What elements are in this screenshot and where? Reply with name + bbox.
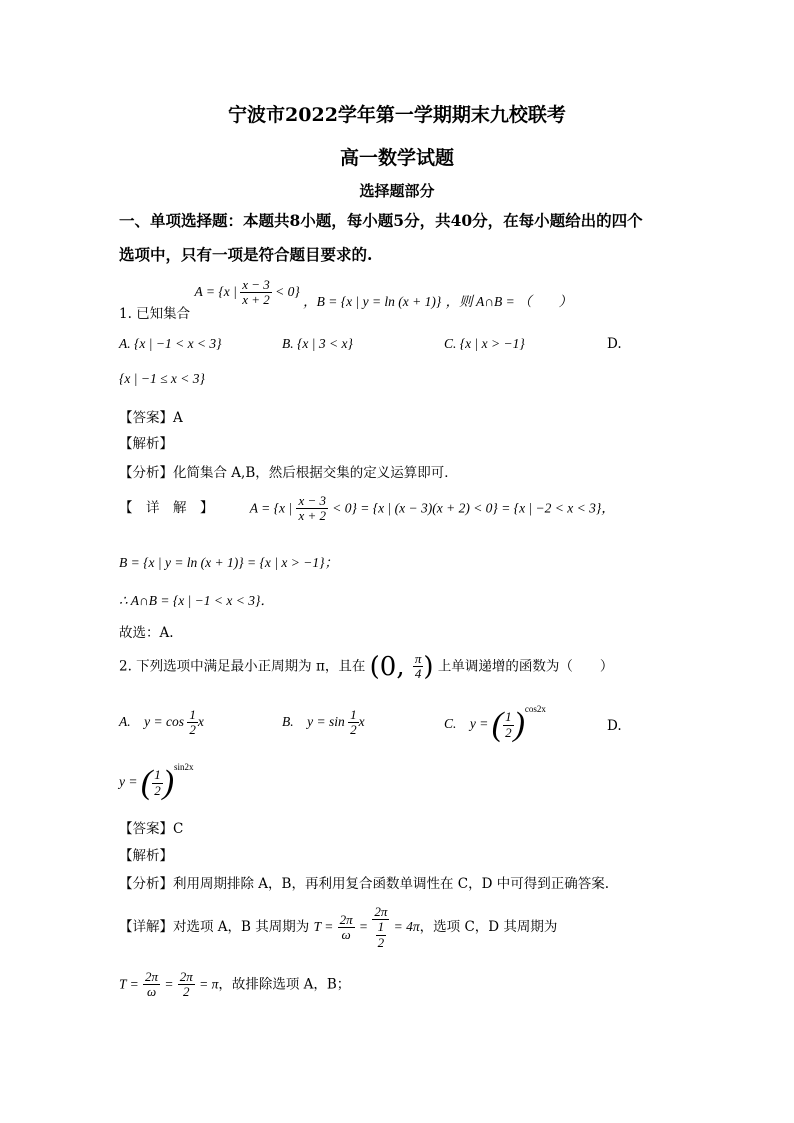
q1-setA-num: x − 3 bbox=[242, 277, 270, 292]
q1-xiangjie-tag: 【 详 解 】 bbox=[119, 500, 214, 517]
q2-detail2-fraction-2 bbox=[178, 970, 195, 1000]
q2-prefix: 2. 下列选项中满足最小正周期为 π，且在 bbox=[119, 658, 366, 675]
exam-title: 宁波市2022学年第一学期期末九校联考 bbox=[228, 104, 566, 126]
q1-detail1-fraction bbox=[296, 494, 328, 524]
q2-detail2-f1-num: 2π bbox=[145, 969, 159, 984]
q2-detail2-f2-den: 2 bbox=[183, 984, 190, 1000]
q1-detail1-rhs: < 0} = {x | (x − 3)(x + 2) < 0} = {x | −2 < x < 3}， bbox=[332, 500, 615, 516]
q2-interval-fraction bbox=[413, 652, 424, 682]
q1-setA-fraction bbox=[240, 278, 272, 308]
q1-answer: 【答案】A bbox=[119, 410, 183, 426]
exam-subtitle: 高一数学试题 bbox=[339, 147, 454, 169]
q1-detail1-num: x − 3 bbox=[298, 493, 326, 508]
section-instructions-line1: 一、单项选择题：本题共8小题，每小题5分，共40分，在每小题给出的四个 bbox=[119, 211, 643, 230]
q1-setA-den: x + 2 bbox=[242, 292, 270, 308]
q2-detail1-fraction-1 bbox=[338, 913, 355, 943]
q1-detail1-lhs: A = {x | bbox=[249, 500, 293, 516]
q2-detail2-fraction-1 bbox=[143, 970, 160, 1000]
q2-detail1-eq: = bbox=[358, 918, 369, 934]
q2-detail1-f1-den: ω bbox=[341, 926, 351, 942]
q2-option-c-lparen: ( bbox=[491, 706, 504, 743]
q1-setB: ，B = {x | y = ln (x + 1)} bbox=[303, 293, 442, 309]
q2-option-d bbox=[119, 762, 194, 801]
q2-option-d-lparen: ( bbox=[140, 764, 153, 801]
q2-interval-num: π bbox=[414, 651, 422, 666]
q2-detail1-pre: 【详解】对选项 A，B 其周期为 bbox=[119, 918, 310, 935]
q2-option-c-exponent: cos2x bbox=[524, 704, 546, 715]
q1-option-a: A. {x | −1 < x < 3} bbox=[119, 336, 222, 351]
q2-answer: 【答案】C bbox=[119, 821, 184, 837]
q2-option-a bbox=[119, 708, 204, 738]
q1-prefix: 1. 已知集合 bbox=[119, 305, 191, 322]
q2-option-c-num: 1 bbox=[505, 709, 512, 725]
q2-detail1-f1-num: 2π bbox=[339, 911, 353, 927]
q1-detail-1 bbox=[119, 494, 615, 524]
q2-option-c-pre: C. y = bbox=[444, 716, 489, 732]
q2-detail2-f2-num: 2π bbox=[179, 969, 193, 984]
q2-option-a-den: 2 bbox=[189, 722, 196, 738]
q2-detail1-f2-den bbox=[372, 920, 389, 950]
q2-option-a-num: 1 bbox=[189, 707, 196, 722]
q2-option-c-rparen: ) bbox=[513, 706, 525, 743]
q2-stem bbox=[119, 652, 613, 682]
q2-option-c-fraction bbox=[503, 710, 514, 740]
q2-option-b bbox=[282, 708, 365, 738]
q2-option-c-den: 2 bbox=[505, 724, 512, 740]
q2-option-b-pre: B. y = sin bbox=[282, 713, 345, 729]
q2-detail-2 bbox=[119, 970, 350, 1000]
part-heading: 选择题部分 bbox=[359, 182, 435, 200]
q1-detail-2: B = {x | y = ln (x + 1)} = {x | x > −1}； bbox=[119, 555, 338, 570]
q2-option-b-fraction bbox=[348, 708, 359, 738]
q2-detail2-post: ，故排除选项 A，B； bbox=[218, 976, 351, 993]
q1-fenxi: 【分析】化简集合 A,B，然后根据交集的定义运算即可． bbox=[119, 465, 458, 481]
q2-option-a-pre: A. y = cos bbox=[119, 713, 184, 729]
q1-detail1-den: x + 2 bbox=[298, 508, 326, 524]
q2-detail-1 bbox=[119, 905, 557, 950]
q2-option-d-pre: y = bbox=[119, 774, 138, 790]
q2-option-a-fraction bbox=[187, 708, 198, 738]
q2-suffix: 上单调递增的函数为（ ） bbox=[437, 658, 614, 675]
q2-option-d-den: 2 bbox=[154, 782, 161, 798]
q2-option-b-den: 2 bbox=[350, 722, 357, 738]
q2-detail1-T: T = bbox=[313, 918, 334, 934]
q2-option-b-post: x bbox=[358, 713, 365, 729]
q2-detail2-eq: = bbox=[164, 976, 174, 992]
q1-setA bbox=[194, 277, 303, 308]
q2-analysis-tag: 【解析】 bbox=[119, 848, 173, 864]
q2-option-b-num: 1 bbox=[350, 707, 357, 722]
q1-option-c: C. {x | x > −1} bbox=[444, 336, 525, 351]
q1-setA-lhs: A = {x | bbox=[194, 283, 237, 299]
q2-detail1-f2-inner-den: 2 bbox=[377, 934, 385, 950]
q1-detail-3: ∴ A∩B = {x | −1 < x < 3}． bbox=[119, 593, 274, 608]
q2-option-a-post: x bbox=[197, 713, 204, 729]
q1-stem bbox=[119, 277, 573, 322]
q2-option-d-exponent: sin2x bbox=[174, 762, 194, 773]
q2-interval-close: ) bbox=[423, 651, 434, 682]
q2-interval-open: (0, bbox=[369, 651, 413, 682]
section-instructions-line2: 选项中，只有一项是符合题目要求的. bbox=[119, 245, 373, 264]
q2-interval-den: 4 bbox=[414, 666, 422, 682]
q2-detail1-f2-inner-num: 1 bbox=[377, 919, 385, 935]
q2-detail2-T: T = bbox=[119, 976, 139, 992]
q1-ask: ，则 A∩B = （ ） bbox=[445, 293, 573, 309]
q2-detail1-f2-num: 2π bbox=[374, 904, 388, 919]
q2-option-d-label: D. bbox=[607, 718, 622, 734]
q2-detail1-fraction-2 bbox=[372, 905, 389, 950]
q1-option-d: {x | −1 ≤ x < 3} bbox=[119, 371, 205, 386]
q2-option-d-rparen: ) bbox=[162, 764, 175, 801]
q1-option-b: B. {x | 3 < x} bbox=[282, 336, 353, 351]
q2-detail1-result: = 4π bbox=[393, 918, 420, 934]
q2-detail2-result: = π bbox=[199, 976, 219, 992]
q2-fenxi: 【分析】利用周期排除 A，B，再利用复合函数单调性在 C，D 中可得到正确答案. bbox=[119, 876, 609, 892]
q1-option-d-label: D. bbox=[607, 336, 622, 352]
q1-setA-rhs: < 0} bbox=[275, 283, 300, 299]
q2-detail1-post: ，选项 C，D 其周期为 bbox=[419, 918, 558, 935]
q2-option-d-num: 1 bbox=[154, 767, 161, 783]
q2-option-c bbox=[444, 704, 546, 743]
q1-conclusion: 故选：A. bbox=[119, 625, 174, 641]
q1-analysis-tag: 【解析】 bbox=[119, 436, 173, 452]
q2-option-d-fraction bbox=[152, 768, 163, 798]
q2-detail2-f1-den: ω bbox=[146, 984, 157, 1000]
